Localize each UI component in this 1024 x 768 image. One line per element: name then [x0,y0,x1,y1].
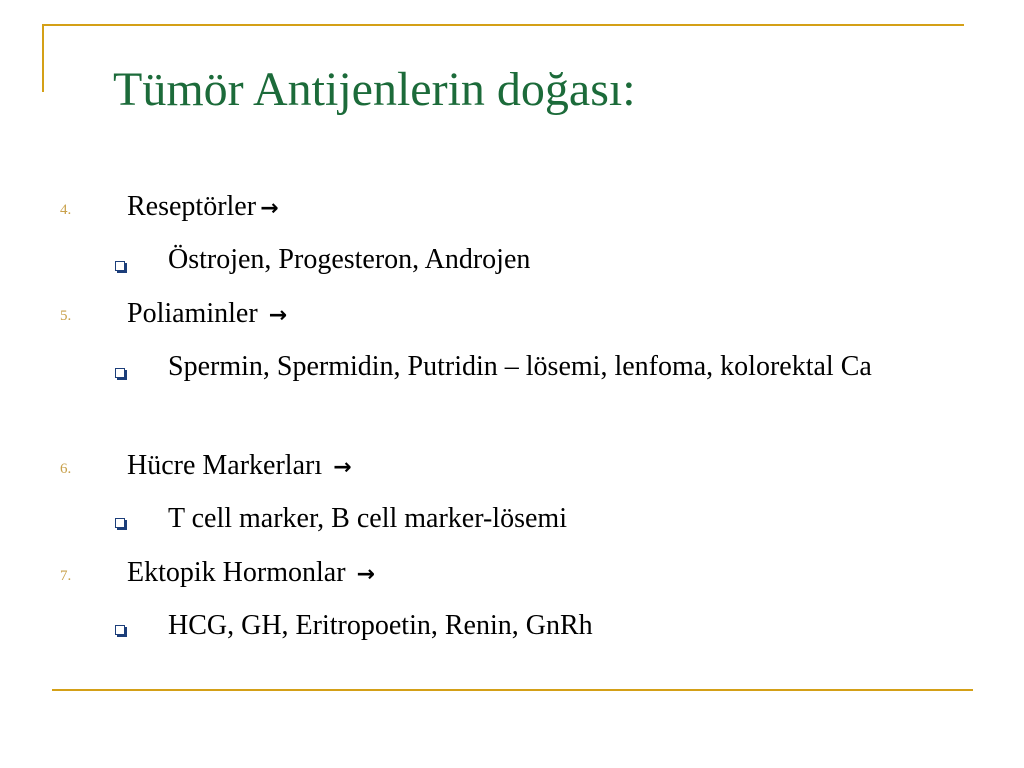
arrow-right-icon: → [260,196,279,221]
sub-item: HCG, GH, Eritropoetin, Renin, GnRh [168,610,593,641]
item-number: 7. [60,568,72,584]
item-label: Ektopik Hormonlar [127,557,353,588]
sub-item: T cell marker, B cell marker-lösemi [168,503,567,534]
arrow-right-icon: → [356,562,375,587]
arrow-right-icon: → [268,303,288,328]
item-label: Reseptörler [127,191,257,222]
square-bullet-icon [115,261,125,271]
frame-left-line [42,24,44,92]
arrow-right-icon: → [333,455,352,480]
list-item [127,555,375,593]
square-bullet-icon [115,625,125,635]
frame-top-line [42,24,964,26]
sub-item: Östrojen, Progesteron, Androjen [168,244,531,275]
frame-bottom-line [52,689,973,691]
item-number: 4. [60,202,72,218]
item-number: 5. [60,308,72,324]
slide-title: Tümör Antijenlerin doğası: [113,63,636,116]
square-bullet-icon [115,518,125,528]
item-number: 6. [60,461,72,477]
list-item [127,448,352,486]
list-item [127,296,287,334]
square-bullet-icon [115,368,125,378]
sub-item: Spermin, Spermidin, Putridin – lösemi, lenfoma, kolorektal Ca [168,351,872,382]
item-label: Hücre Markerları [127,450,330,481]
item-label: Poliaminler [127,298,265,329]
list-item [127,189,279,227]
